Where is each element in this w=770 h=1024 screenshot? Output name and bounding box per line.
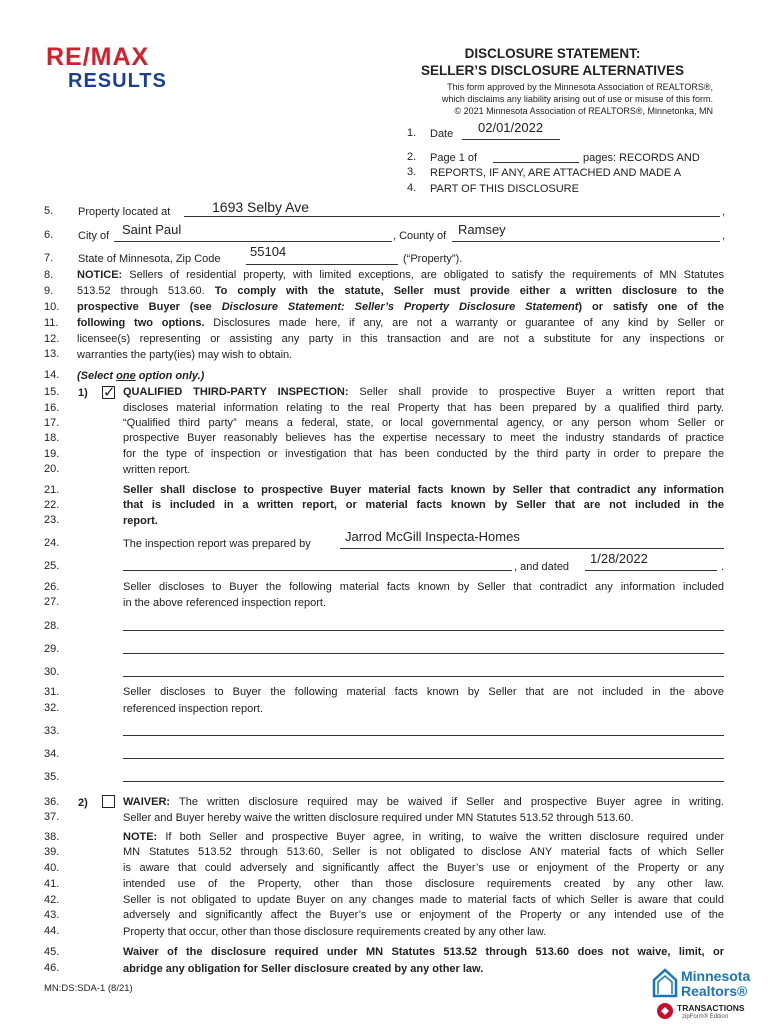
notice-label: NOTICE:: [77, 269, 123, 281]
select-instruction: [77, 369, 204, 383]
contradict-facts-line[interactable]: [123, 653, 724, 654]
line-number: 6.: [44, 229, 54, 241]
line-number: 45.: [44, 946, 60, 958]
option1-line27: in the above referenced inspection report.: [123, 597, 327, 609]
period: .: [721, 561, 725, 573]
option1-line18: prospective Buyer reasonably believes has the expertise necessary to meet the industry standards of practice: [123, 432, 724, 444]
notice-bold: To comply with the statute, Seller must provide either a written disclosure to the: [214, 285, 724, 297]
form-title: [380, 45, 725, 79]
line-number: 38.: [44, 831, 60, 843]
brand-line2: Realtors®: [681, 983, 748, 999]
check-icon: ✓: [103, 384, 116, 401]
inspection-prepared-label: The inspection report was prepared by: [123, 538, 311, 550]
select-text: (Select: [77, 370, 117, 382]
line-number: 4.: [407, 182, 417, 194]
option2-line39: MN Statutes 513.52 through 513.60, Seller is not obligated to disclose ANY material facts of which Seller: [123, 846, 724, 858]
minnesota-realtors-logo: [652, 968, 762, 1002]
option1-title: QUALIFIED THIRD-PARTY INSPECTION:: [123, 386, 349, 398]
line-number: 1.: [407, 127, 417, 139]
brand-line1: Minnesota: [681, 968, 751, 984]
line-number: 37.: [44, 811, 60, 823]
line-number: 10.: [44, 301, 60, 313]
state-label: State of Minnesota, Zip Code: [78, 253, 221, 265]
notice-text: Sellers of residential property, with limited exceptions, are obligated to satisfy the requirements of MN Statutes: [122, 269, 724, 281]
line-number: 33.: [44, 725, 60, 737]
line-number: 14.: [44, 369, 60, 381]
note-text: If both Seller and prospective Buyer agree, in writing, to waive the written disclosure required under: [157, 831, 724, 843]
line-number: 20.: [44, 463, 60, 475]
option2-line46: abridge any obligation for Seller disclosure created by any other law.: [123, 963, 484, 975]
city-field-line: [114, 241, 392, 242]
option1-line19: for the type of inspection or investigation that has been conducted by the third party in order to prepare the: [123, 448, 724, 460]
line-number: 7.: [44, 252, 54, 264]
line-number: 36.: [44, 796, 60, 808]
option2-line42: Seller is not obligated to update Buyer on any changes made to material facts of which Seller is aware that could: [123, 894, 724, 906]
option1-line32: referenced inspection report.: [123, 703, 264, 715]
inspector-field-line2[interactable]: [123, 570, 512, 571]
inspector-field-line: [340, 548, 724, 549]
date-value[interactable]: 02/01/2022: [478, 120, 544, 135]
line-number: 26.: [44, 581, 60, 593]
notice-line11: [77, 317, 724, 329]
option2-line36: [123, 796, 724, 808]
line-number: 8.: [44, 269, 54, 281]
approval-line1: This form approved by the Minnesota Association of REALTORS®,: [447, 82, 713, 92]
line-number: 17.: [44, 417, 60, 429]
line-number: 11.: [44, 317, 59, 329]
option2-line45: Waiver of the disclosure required under MN Statutes 513.52 through 513.60 does not waive, limit, or: [123, 946, 724, 958]
transactions-subtext: zipForm® Edition: [682, 1014, 729, 1020]
property-field-line: [184, 216, 720, 217]
line-number: 3.: [407, 166, 417, 178]
property-value[interactable]: 1693 Selby Ave: [212, 199, 310, 215]
option1-line23: report.: [123, 515, 158, 527]
line-number: 32.: [44, 702, 60, 714]
county-label: , County of: [393, 230, 447, 242]
property-tag: (“Property”).: [403, 253, 463, 265]
notice-form-ref: Disclosure Statement: Seller’s Property Disclosure Statement: [221, 301, 579, 313]
select-text: option only.): [135, 370, 205, 382]
line-number: 44.: [44, 925, 60, 937]
line-number: 25.: [44, 560, 60, 572]
option2-line38: [123, 831, 724, 843]
notice-line12: licensee(s) representing or assisting any party in this transaction and are not a substitute for any inspections or: [77, 333, 724, 345]
line-number: 22.: [44, 499, 60, 511]
line4-text: PART OF THIS DISCLOSURE: [430, 183, 579, 195]
option1-line22: that is included in a written report, or material facts known by Seller that are not included in the: [123, 499, 724, 511]
line-number: 29.: [44, 643, 60, 655]
line-number: 28.: [44, 620, 60, 632]
option1-line20: written report.: [123, 464, 191, 476]
line-number: 27.: [44, 596, 60, 608]
page-of-label: Page 1 of: [430, 152, 478, 164]
line-number: 19.: [44, 448, 60, 460]
option1-text: Seller shall provide to prospective Buyer a written report that: [348, 386, 724, 398]
option2-line37: Seller and Buyer hereby waive the written disclosure required under MN Statutes 513.52 through 513.60.: [123, 812, 634, 824]
line3-text: REPORTS, IF ANY, ARE ATTACHED AND MADE A: [430, 167, 682, 179]
option1-line31: Seller discloses to Buyer the following material facts known by Seller that are not included in the above: [123, 686, 724, 698]
logo-bottom: RESULTS: [68, 70, 167, 92]
total-pages-field[interactable]: [493, 162, 579, 163]
option1-line26: Seller discloses to Buyer the following material facts known by Seller that contradict any information included: [123, 581, 724, 593]
option2-text: The written disclosure required may be waived if Seller and prospective Buyer agree in writing.: [170, 796, 724, 808]
line-number: 2.: [407, 151, 417, 163]
line-number: 39.: [44, 846, 60, 858]
option1-checkbox[interactable]: [102, 386, 115, 399]
date-field-line: [462, 139, 560, 140]
property-label: Property located at: [78, 206, 171, 218]
city-value[interactable]: Saint Paul: [122, 222, 182, 237]
line-number: 40.: [44, 862, 60, 874]
option2-checkbox[interactable]: [102, 795, 115, 808]
line-number: 15.: [44, 386, 60, 398]
line-number: 23.: [44, 514, 60, 526]
not-included-facts-line[interactable]: [123, 758, 724, 759]
line-number: 34.: [44, 748, 60, 760]
notice-bold: prospective Buyer (see: [77, 301, 222, 313]
not-included-facts-line[interactable]: [123, 781, 724, 782]
zip-field-line: [246, 264, 398, 265]
contradict-facts-line[interactable]: [123, 630, 724, 631]
dated-label: , and dated: [514, 561, 570, 573]
form-title-line1: DISCLOSURE STATEMENT:: [464, 46, 641, 61]
notice-bold: ) or satisfy one of the: [578, 301, 724, 313]
transactions-logo: [656, 1002, 761, 1022]
approval-line2: which disclaims any liability arising out of use or misuse of this form.: [441, 94, 713, 104]
logo-top: RE/MAX: [46, 43, 150, 71]
form-approval: [380, 81, 725, 117]
option1-line16: discloses material information relating to the real Property that has been prepared by a qualified third party.: [123, 402, 724, 414]
line-number: 12.: [44, 333, 60, 345]
notice-bold: following two options.: [77, 317, 205, 329]
line-number: 13.: [44, 348, 60, 360]
line-number: 41.: [44, 878, 60, 890]
form-id: MN:DS:SDA-1 (8/21): [44, 983, 133, 994]
dated-field-line: [585, 570, 717, 571]
option1-label: 1): [78, 387, 88, 399]
line-number: 9.: [44, 285, 54, 297]
zip-value[interactable]: 55104: [250, 244, 287, 259]
remax-logo: [46, 44, 176, 96]
notice-line10: [77, 301, 724, 313]
house-icon: [652, 968, 678, 998]
line-number: 35.: [44, 771, 60, 783]
transactions-icon: [656, 1002, 674, 1020]
notice-line13: warranties the party(ies) may wish to obtain.: [77, 349, 293, 361]
line-number: 31.: [44, 686, 60, 698]
notice-text: Disclosures made here, if any, are not a warranty or guarantee of any kind by Seller or: [204, 317, 724, 329]
option1-line17: “Qualified third party” means a federal, state, or local governmental agency, or any person whom Seller or: [123, 417, 724, 429]
inspector-value[interactable]: Jarrod McGill Inspecta-Homes: [345, 529, 520, 544]
line-number: 24.: [44, 537, 60, 549]
notice-line8: [77, 269, 724, 281]
notice-line9: [77, 285, 724, 297]
line-number: 42.: [44, 894, 60, 906]
city-label: City of: [78, 230, 110, 242]
option2-label: 2): [78, 797, 88, 809]
option2-line41: intended use of the Property, other than those disclosure requirements created by any other law.: [123, 878, 724, 890]
note-label: NOTE:: [123, 831, 158, 843]
comma: ,: [722, 206, 726, 218]
line-number: 16.: [44, 402, 60, 414]
form-title-line2: SELLER’S DISCLOSURE ALTERNATIVES: [420, 63, 685, 78]
date-label: Date: [430, 128, 454, 140]
approval-line3: © 2021 Minnesota Association of REALTORS®, Minnetonka, MN: [454, 106, 713, 116]
option1-line21: Seller shall disclose to prospective Buyer material facts known by Seller that contradict any information: [123, 484, 724, 496]
transactions-text: TRANSACTIONS: [677, 1003, 745, 1013]
option2-title: WAIVER:: [123, 796, 171, 808]
contradict-facts-line[interactable]: [123, 676, 724, 677]
option2-line40: is aware that could adversely and significantly affect the Buyer’s use or enjoyment of the Property or any: [123, 862, 724, 874]
option2-line44: Property that occur, other than those disclosure requirements created by any other law.: [123, 926, 547, 938]
not-included-facts-line[interactable]: [123, 735, 724, 736]
option2-line43: adversely and significantly affect the Buyer’s use or enjoyment of the Property or any intended use of the: [123, 909, 724, 921]
line-number: 5.: [44, 205, 54, 217]
dated-value[interactable]: 1/28/2022: [590, 551, 648, 566]
notice-text: 513.52 through 513.60.: [77, 285, 215, 297]
comma: ,: [722, 230, 726, 242]
line-number: 46.: [44, 962, 60, 974]
county-value[interactable]: Ramsey: [458, 222, 506, 237]
line-number: 43.: [44, 909, 60, 921]
county-field-line: [452, 241, 720, 242]
line-number: 30.: [44, 666, 60, 678]
line-number: 18.: [44, 432, 60, 444]
option1-line15: [123, 386, 724, 398]
select-one: one: [116, 370, 136, 382]
line-number: 21.: [44, 484, 60, 496]
pages-text: pages: RECORDS AND: [583, 152, 700, 164]
